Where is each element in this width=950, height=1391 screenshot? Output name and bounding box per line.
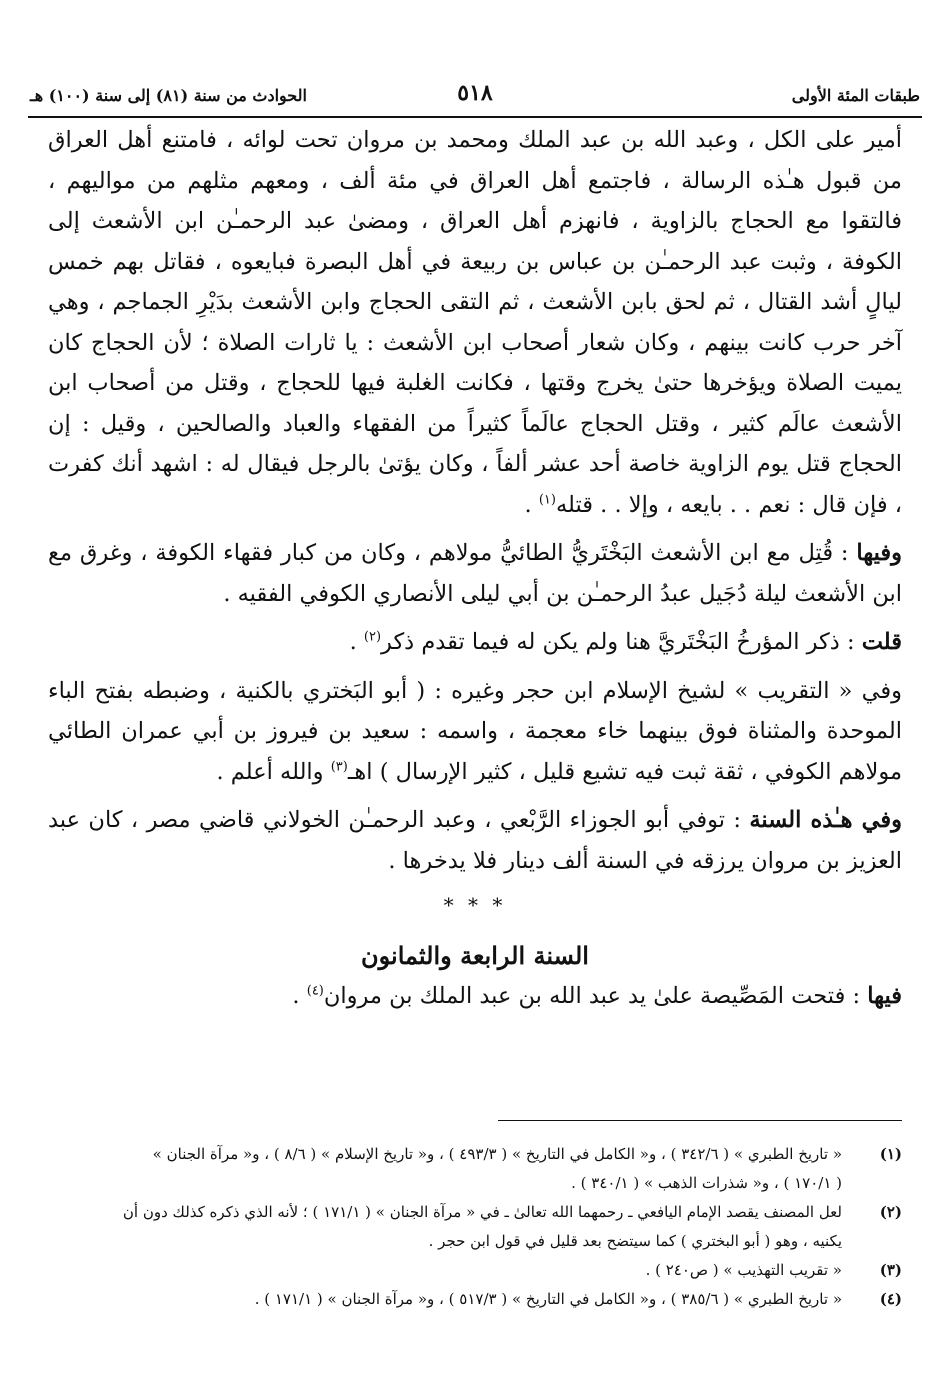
footnote-1 xyxy=(36,1140,902,1198)
section-title: السنة الرابعة والثمانون xyxy=(361,940,589,970)
paragraph-6-end: . xyxy=(292,983,307,1009)
paragraph-2-lead: وفيها xyxy=(856,540,902,566)
footnote-number: (٣) xyxy=(879,1261,902,1279)
footnotes xyxy=(36,1140,902,1314)
paragraph-2-text: : قُتِل مع ابن الأشعث البَخْتَريُّ الطائيُّ مولاهم ، وكان من كبار فقهاء الكوفة ، وغرق مع ابن الأشعث ليلة دُجَيل عبدُ الرحمـٰن بن أبي ليلى الأنصاري الكوفي الفقيه . xyxy=(48,540,902,607)
paragraph-6 xyxy=(48,976,902,1017)
paragraph-5-text: : توفي أبو الجوزاء الرَّبْعي ، وعبد الرحمـٰن الخولاني قاضي مصر ، كان عبد العزيز بن مروان يرزقه في السنة ألف دينار فلا يدخرها . xyxy=(48,807,902,874)
paragraph-4-end: والله أعلم . xyxy=(216,758,331,785)
footnote-number: (١) xyxy=(879,1145,902,1163)
footnote-number: (٢) xyxy=(879,1203,902,1221)
footnote-line: « تقريب التهذيب » ( ص٢٤٠ ) . xyxy=(645,1261,842,1279)
footnote-line: « تاريخ الطبري » ( ٣٤٢/٦ ) ، و« الكامل في التاريخ » ( ٤٩٣/٣ ) ، و« تاريخ الإسلام » ( ٨/٦ ) ، و« مرآة الجنان » xyxy=(152,1145,842,1163)
page-number: ٥١٨ xyxy=(457,80,493,106)
paragraph-3-text: : ذكر المؤرخُ البَخْتَريَّ هنا ولم يكن له فيما تقدم ذكر xyxy=(381,629,862,655)
section-separator: * * * xyxy=(443,893,507,917)
footnote-ref-4[interactable]: (٤) xyxy=(306,983,324,999)
footnote-line: يكنيه ، وهو ( أبو البختري ) كما سيتضح بعد قليل في قول ابن حجر . xyxy=(428,1232,842,1250)
paragraph-4 xyxy=(48,671,902,793)
main-text xyxy=(48,120,902,1017)
paragraph-3-lead: قلت xyxy=(861,629,902,655)
footnote-4 xyxy=(36,1285,902,1314)
running-header xyxy=(30,78,920,114)
header-rule xyxy=(28,116,922,118)
paragraph-1-text: أمير على الكل ، وعبد الله بن عبد الملك ومحمد بن مروان تحت لوائه ، فامتنع أهل العراق من قبول هـٰذه الرسالة ، فاجتمع أهل العراق في مئة ألف ، ومعهم مثلهم من مواليهم ، فالتقوا مع الحجاج بالزاوية ، فانهزم أهل العراق ، ومضىٰ عبد الرحمـٰن ابن الأشعث إلى الكوفة ، وثبت عبد الرحمـٰن بن عباس بن ربيعة في أهل البصرة فبايعوه ، فقاتل بهم خمس ليالٍ أشد القتال ، ثم لحق بابن الأشعث ، ثم التقى الحجاج وابن الأشعث بدَيْرِ الجماجم ، وهي آخر حرب كانت بينهم ، وكان شعار أصحاب ابن الأشعث : يا ثارات الصلاة ؛ لأن الحجاج كان يميت الصلاة ويؤخرها حتىٰ يخرج وقتها ، فكانت الغلبة فيها للحجاج ، وقتل من أصحاب ابن الأشعث عالَم كثير ، وقتل الحجاج عالَماً كثيراً من الفقهاء والعباد والصالحين ، وقيل : إن الحجاج قتل يوم الزاوية خاصة أحد عشر ألفاً ، وكان يؤتىٰ بالرجل فيقال له : اشهد أنك كفرت ، فإن قال : نعم . . بايعه ، وإلا . . قتله xyxy=(48,127,902,518)
paragraph-3-end: . xyxy=(349,629,364,655)
paragraph-5 xyxy=(48,800,902,881)
paragraph-4-text: وفي « التقريب » لشيخ الإسلام ابن حجر وغيره : ( أبو البَختري بالكنية ، وضبطه بفتح الباء الموحدة والمثناة فوق بينهما خاء معجمة ، واسمه : سعيد بن فيروز بن أبي عمران الطائي مولاهم الكوفي ، ثقة ثبت فيه تشيع قليل ، كثير الإرسال ) اهـ xyxy=(48,677,902,785)
footnote-2 xyxy=(36,1198,902,1256)
paragraph-6-text: : فتحت المَصِّيصة علىٰ يد عبد الله بن عبد الملك بن مروان xyxy=(323,983,868,1009)
footnote-line: ( ١٧٠/١ ) ، و« شذرات الذهب » ( ٣٤٠/١ ) . xyxy=(571,1174,842,1192)
paragraph-6-lead: فيها xyxy=(867,983,902,1009)
footnote-rule xyxy=(498,1120,902,1121)
footnote-ref-1[interactable]: (١) xyxy=(538,492,556,507)
footnote-number: (٤) xyxy=(879,1290,902,1308)
footnote-ref-3[interactable]: (٣) xyxy=(330,759,348,774)
paragraph-5-lead: وفي هـٰذه السنة xyxy=(749,807,902,833)
paragraph-3 xyxy=(48,622,902,663)
book-title: طبقات المئة الأولى xyxy=(791,86,920,105)
footnote-ref-2[interactable]: (٢) xyxy=(363,629,382,645)
footnote-line: « تاريخ الطبري » ( ٣٨٥/٦ ) ، و« الكامل في التاريخ » ( ٥١٧/٣ ) ، و« مرآة الجنان » ( ١٧١/١ ) . xyxy=(254,1290,842,1308)
paragraph-1-end: . xyxy=(524,491,539,518)
paragraph-1 xyxy=(48,120,902,525)
footnote-line: لعل المصنف يقصد الإمام اليافعي ـ رحمهما الله تعالىٰ ـ في « مرآة الجنان » ( ١٧١/١ ) ؛ لأنه الذي ذكره كذلك دون أن xyxy=(122,1203,842,1221)
paragraph-2 xyxy=(48,533,902,614)
chapter-title: الحوادث من سنة (٨١) إلى سنة (١٠٠) هـ xyxy=(30,86,307,105)
footnote-3 xyxy=(36,1256,902,1285)
